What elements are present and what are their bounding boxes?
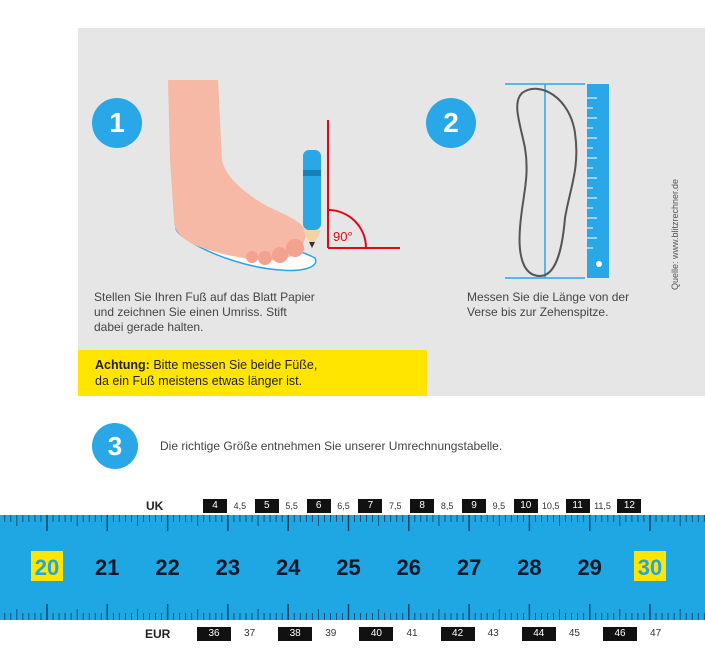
cm-number: 27 [456, 555, 482, 580]
warning-label: Achtung: [95, 358, 150, 372]
footprint-outline [517, 89, 576, 276]
step-3-badge [92, 423, 138, 469]
foot [168, 80, 305, 260]
uk-half-size: 8,5 [440, 501, 454, 511]
eur-size: 36 [197, 627, 231, 641]
step-2-number: 2 [443, 107, 459, 138]
eur-size: 46 [603, 627, 637, 641]
uk-size: 10 [514, 499, 538, 513]
angle-label: 90° [333, 229, 353, 244]
uk-half-size: 4,5 [233, 501, 247, 511]
eur-size: 42 [441, 627, 475, 641]
cm-number: 21 [95, 555, 120, 580]
step-1-badge [92, 98, 142, 148]
uk-half-size: 10,5 [541, 501, 560, 511]
pencil-band [303, 170, 321, 176]
uk-half-size: 7,5 [389, 501, 402, 511]
uk-label: UK [146, 499, 164, 513]
toe [286, 239, 304, 257]
cm-number: 26 [396, 555, 422, 580]
toe [258, 251, 272, 265]
uk-size: 7 [358, 499, 382, 513]
toe [246, 251, 258, 263]
cm-number [0, 555, 7, 581]
toe [272, 247, 288, 263]
pencil-lead [309, 242, 315, 248]
warning-text [95, 357, 317, 389]
uk-half-size: 9,5 [492, 501, 506, 511]
uk-size: 9 [462, 499, 486, 513]
eur-size: 38 [278, 627, 312, 641]
source-note: Quelle: www.blitzrechner.de [670, 178, 680, 290]
pencil [303, 150, 321, 230]
eur-size: 47 [650, 628, 662, 639]
warning-line: Bitte messen Sie beide Füße, [149, 358, 318, 372]
warning-line: da ein Fuß meistens etwas länger ist. [95, 374, 303, 388]
step-2-text [467, 290, 629, 320]
cm-number: 24 [275, 555, 301, 580]
eur-size: 45 [568, 628, 580, 639]
uk-size: 6 [307, 499, 331, 513]
measuring-tape [0, 515, 705, 620]
uk-half-size: 11,5 [594, 501, 611, 511]
eur-size: 41 [406, 628, 418, 639]
step-2-line: Verse bis zur Zehenspitze. [467, 305, 609, 319]
step-1-line: Stellen Sie Ihren Fuß auf das Blatt Papier [94, 290, 315, 304]
eur-size: 39 [325, 628, 337, 639]
cm-number: 22 [155, 555, 180, 580]
uk-size: 5 [255, 499, 279, 513]
step-3-number: 3 [107, 430, 123, 461]
step-1-line: dabei gerade halten. [94, 320, 204, 334]
step-1-text [94, 290, 315, 335]
ruler-dot [596, 261, 602, 267]
eur-size: 44 [522, 627, 556, 641]
step-3-text: Die richtige Größe entnehmen Sie unserer Umrechnungstabelle. [160, 439, 503, 453]
step-1-number: 1 [109, 107, 125, 138]
step-1-line: und zeichnen Sie einen Umriss. Stift [94, 305, 287, 319]
cm-number: 30 [637, 555, 663, 580]
eur-size: 43 [487, 628, 499, 639]
uk-size: 4 [203, 499, 227, 513]
cm-number: 23 [215, 555, 241, 580]
uk-size: 12 [617, 499, 641, 513]
ruler [587, 84, 609, 278]
uk-size: 11 [566, 499, 590, 513]
foot-measure-illustration [500, 78, 615, 288]
step-2-badge [426, 98, 476, 148]
foot-drawing-illustration [160, 80, 410, 280]
uk-half-size: 5,5 [285, 501, 298, 511]
eur-size: 37 [244, 628, 256, 639]
cm-number: 20 [34, 555, 60, 580]
uk-size: 8 [410, 499, 434, 513]
eur-size: 40 [359, 627, 393, 641]
cm-number: 29 [577, 555, 602, 580]
step-2-line: Messen Sie die Länge von der [467, 290, 630, 304]
eur-label: EUR [145, 627, 171, 641]
cm-number: 28 [517, 555, 542, 580]
uk-half-size: 6,5 [337, 501, 350, 511]
cm-number: 25 [336, 555, 361, 580]
